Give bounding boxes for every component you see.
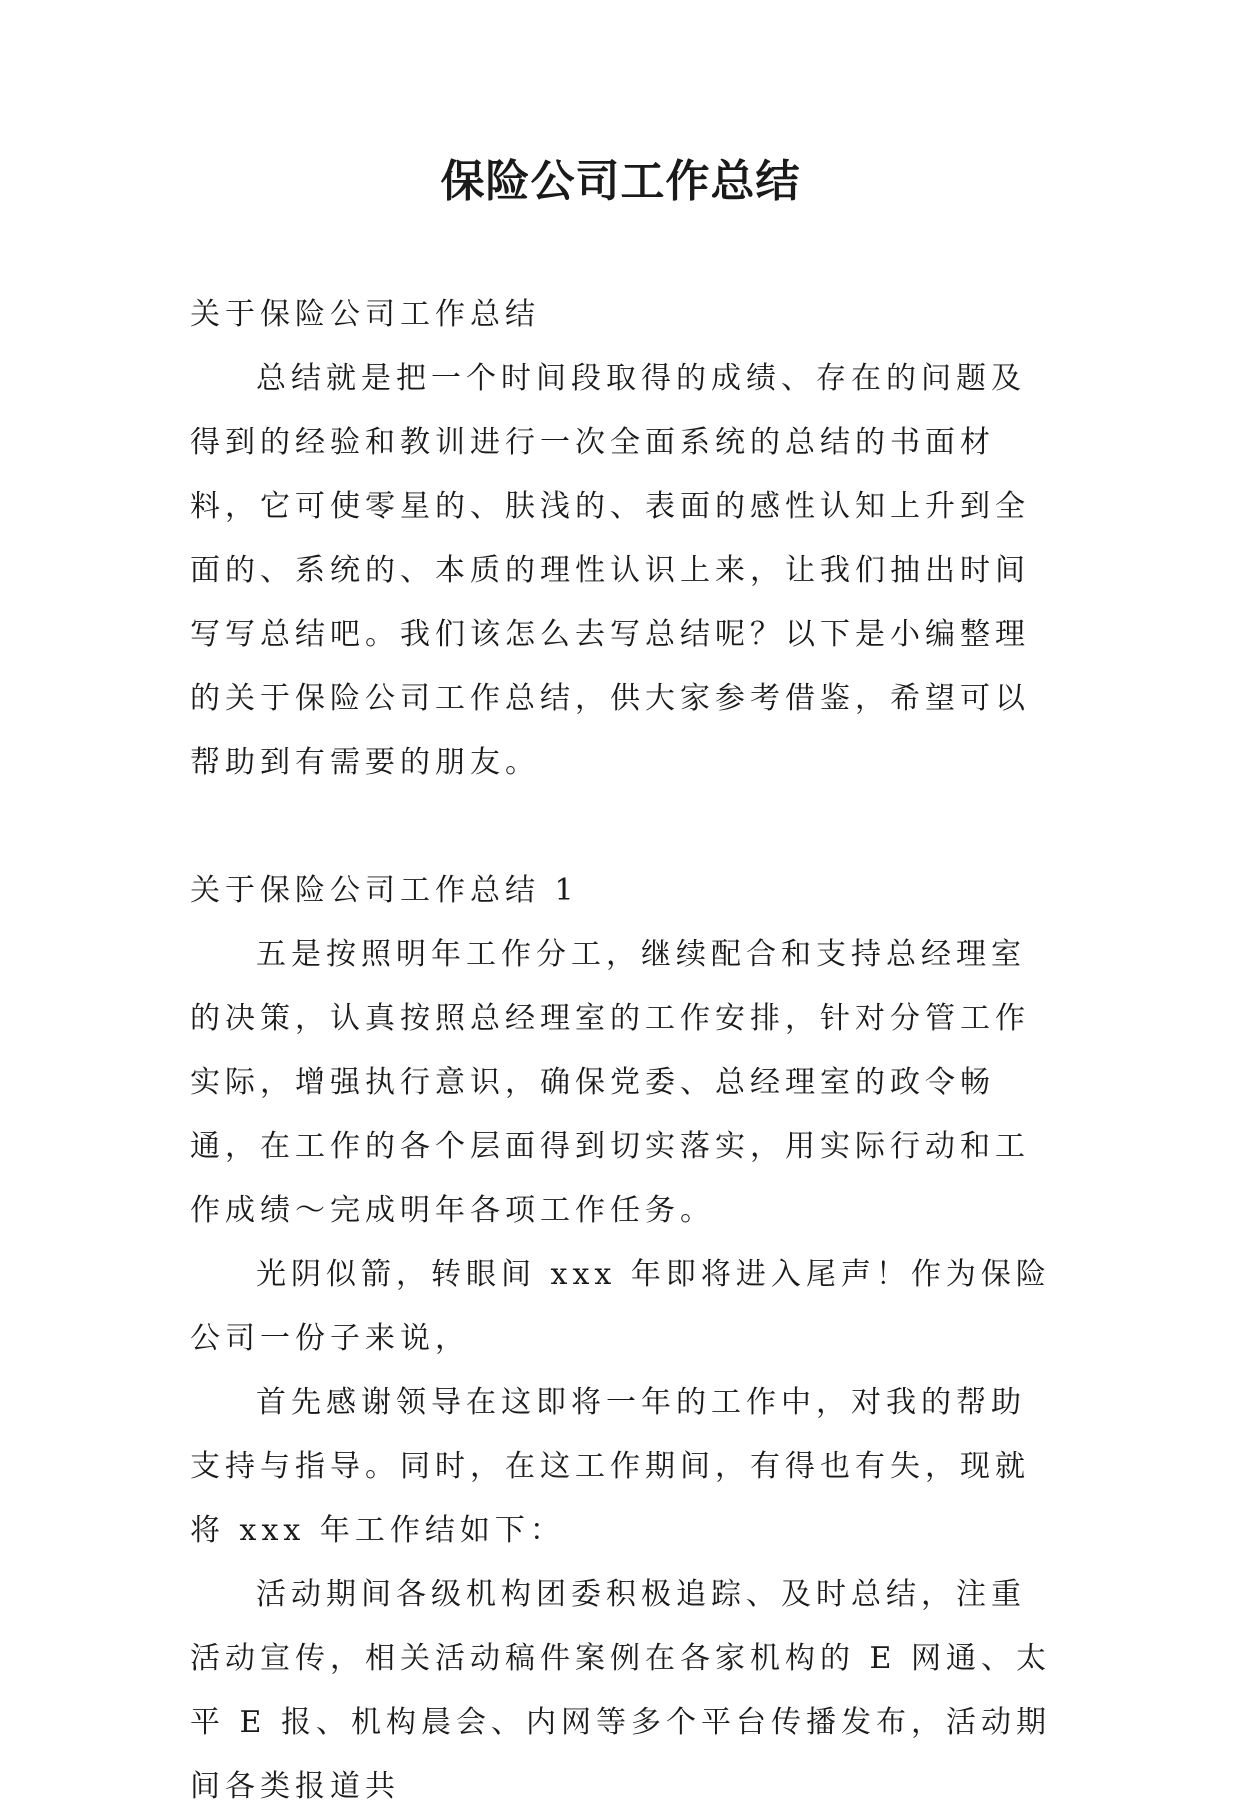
section-paragraph: 光阴似箭，转眼间 xxx 年即将进入尾声！作为保险公司一份子来说， <box>190 1257 1051 1356</box>
section-paragraph: 活动期间各级机构团委积极追踪、及时总结，注重活动宣传，相关活动稿件案例在各家机构的 E 网通、太平 E 报、机构晨会、内网等多个平台传播发布，活动期间各类报道共 <box>190 1577 1051 1804</box>
section-paragraph: 五是按照明年工作分工，继续配合和支持总经理室的决策，认真按照总经理室的工作安排，针对分管工作实际，增强执行意识，确保党委、总经理室的政令畅通，在工作的各个层面得到切实落实，用实际行动和工作成绩～完成明年各项工作任务。 <box>190 937 1030 1228</box>
document-title: 保险公司工作总结 <box>440 156 801 207</box>
intro-paragraph: 总结就是把一个时间段取得的成绩、存在的问题及得到的经验和教训进行一次全面系统的总结的书面材料，它可使零星的、肤浅的、表面的感性认知上升到全面的、系统的、本质的理性认识上来，让我们抽出时间写写总结吧。我们该怎么去写总结呢？以下是小编整理的关于保险公司工作总结，供大家参考借鉴，希望可以帮助到有需要的朋友。 <box>190 361 1030 780</box>
section-spacer <box>190 795 1052 859</box>
section-heading: 关于保险公司工作总结 1 <box>190 873 579 908</box>
intro-heading: 关于保险公司工作总结 <box>190 297 540 332</box>
document-body <box>190 283 1052 1819</box>
section-paragraph: 首先感谢领导在这即将一年的工作中，对我的帮助支持与指导。同时，在这工作期间，有得也有失，现就将 xxx 年工作结如下： <box>190 1385 1030 1548</box>
